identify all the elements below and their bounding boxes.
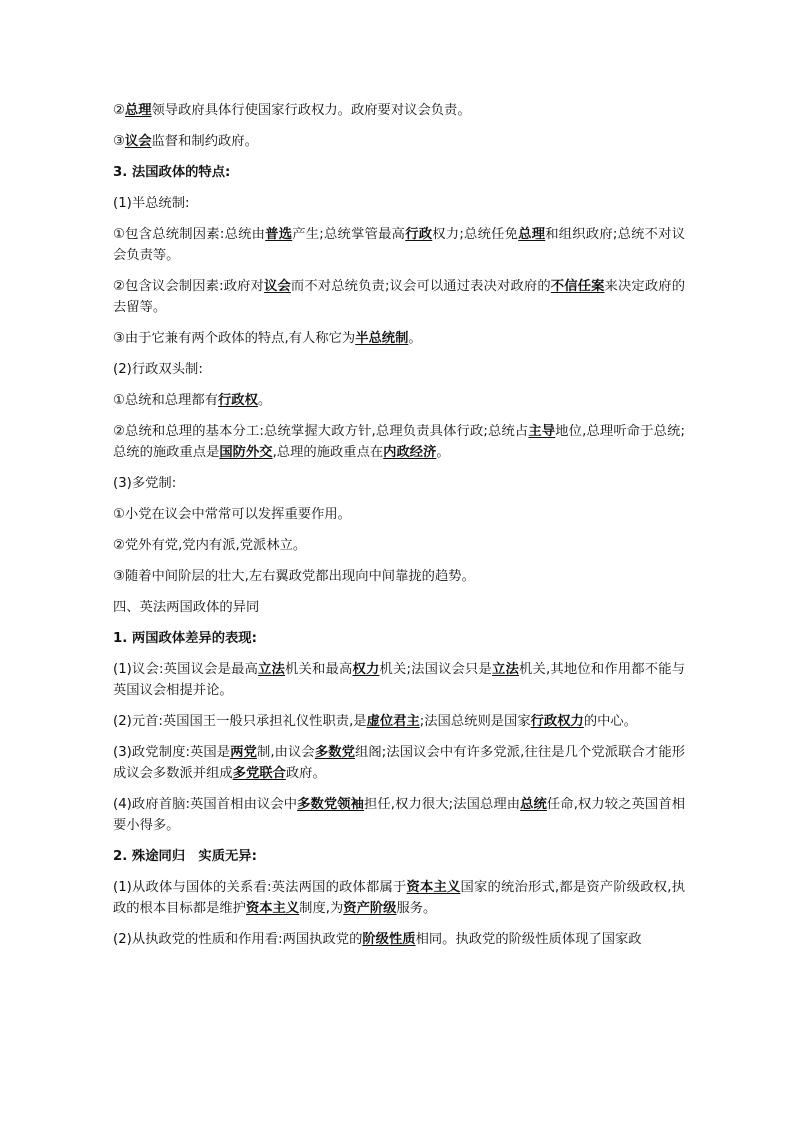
paragraph-premier-leads-government: ②总理领导政府具体行使国家行政权力。政府要对议会负责。 bbox=[113, 103, 471, 118]
keyword: 多党联合 bbox=[232, 766, 286, 781]
subheading-multiparty: (3)多党制: bbox=[113, 476, 177, 491]
keyword: 总理 bbox=[518, 227, 546, 242]
keyword: 行政 bbox=[405, 227, 433, 242]
keyword: 虚位君主 bbox=[366, 714, 420, 729]
keyword: 行政权 bbox=[218, 393, 258, 408]
paragraph-many-factions: ②党外有党,党内有派,党派林立。 bbox=[113, 538, 307, 553]
subheading-semi-presidential: (1)半总统制: bbox=[113, 196, 190, 211]
keyword: 议会 bbox=[264, 279, 291, 294]
paragraph-semi-presidential-name: ③由于它兼有两个政体的特点,有人称它为半总统制。 bbox=[113, 331, 422, 346]
keyword: 主导 bbox=[528, 424, 556, 439]
keyword: 多数党 bbox=[314, 745, 355, 760]
keyword: 不信任案 bbox=[550, 279, 605, 294]
keyword: 权力 bbox=[352, 662, 380, 677]
paragraph-parliamentary-elements: ②包含议会制因素:政府对议会而不对总统负责;议会可以通过表决对政府的不信任案来决定政府的去留等。 bbox=[113, 279, 686, 315]
heading-same-essence: 2. 殊途同归 实质无异: bbox=[113, 849, 257, 864]
keyword: 资本主义 bbox=[406, 880, 461, 895]
paragraph-head-of-state-difference: (2)元首:英国国王一般只承担礼仪性职责,是虚位君主;法国总统则是国家行政权力的中心。 bbox=[113, 714, 638, 729]
subheading-dual-executive: (2)行政双头制: bbox=[113, 362, 203, 377]
paragraph-ruling-party-nature: (2)从执政党的性质和作用看:两国执政党的阶级性质相同。执政党的阶级性质体现了国家政 bbox=[113, 932, 642, 947]
heading-differences: 1. 两国政体差异的表现: bbox=[113, 631, 257, 646]
keyword: 议会 bbox=[124, 134, 152, 149]
paragraph-party-system-difference: (3)政党制度:英国是两党制,由议会多数党组阁;法国议会中有许多党派,往往是几个党派联合才能形成议会多数派并组成多党联合政府。 bbox=[113, 745, 685, 781]
paragraph-both-have-executive-power: ①总统和总理都有行政权。 bbox=[113, 393, 272, 408]
keyword: 国防外交 bbox=[219, 445, 273, 460]
paragraph-small-parties: ①小党在议会中常常可以发挥重要作用。 bbox=[113, 507, 351, 522]
paragraph-division-of-labor: ②总统和总理的基本分工:总统掌握大政方针,总理负责具体行政;总统占主导地位,总理听命于总统;总统的施政重点是国防外交,总理的施政重点在内政经济。 bbox=[113, 424, 685, 460]
keyword: 阶级性质 bbox=[362, 932, 416, 947]
keyword: 行政权力 bbox=[530, 714, 584, 729]
paragraph-polity-and-state-system: (1)从政体与国体的关系看:英法两国的政体都属于资本主义国家的统治形式,都是资产阶级政权,执政的根本目标都是维护资本主义制度,为资产阶级服务。 bbox=[113, 880, 686, 916]
keyword: 多数党领袖 bbox=[297, 797, 365, 812]
paragraph-parliament-supervises: ③议会监督和制约政府。 bbox=[113, 134, 258, 149]
keyword: 总统 bbox=[520, 797, 547, 812]
heading-france-features: 3. 法国政体的特点: bbox=[113, 165, 231, 180]
keyword: 普选 bbox=[265, 227, 293, 242]
keyword: 资本主义 bbox=[245, 901, 300, 916]
paragraph-presidential-elements: ①包含总统制因素:总统由普选产生;总统掌管最高行政权力;总统任免总理和组织政府;总统不对议会负责等。 bbox=[113, 227, 686, 263]
paragraph-head-of-government-difference: (4)政府首脑:英国首相由议会中多数党领袖担任,权力很大;法国总理由总统任命,权力较之英国首相要小得多。 bbox=[113, 797, 685, 833]
keyword: 两党 bbox=[230, 745, 257, 760]
paragraph-move-to-center: ③随着中间阶层的壮大,左右翼政党都出现向中间靠拢的趋势。 bbox=[113, 569, 475, 584]
keyword: 半总统制 bbox=[355, 331, 409, 346]
keyword: 资产阶级 bbox=[343, 901, 397, 916]
keyword: 立法 bbox=[258, 662, 286, 677]
keyword: 总理 bbox=[124, 103, 152, 118]
section-title-comparison: 四、英法两国政体的异同 bbox=[113, 600, 260, 615]
paragraph-parliament-difference: (1)议会:英国议会是最高立法机关和最高权力机关;法国议会只是立法机关,其地位和作用都不能与英国议会相提并论。 bbox=[113, 662, 686, 698]
keyword: 立法 bbox=[492, 662, 519, 677]
document-body bbox=[113, 100, 685, 960]
keyword: 内政经济 bbox=[383, 445, 437, 460]
